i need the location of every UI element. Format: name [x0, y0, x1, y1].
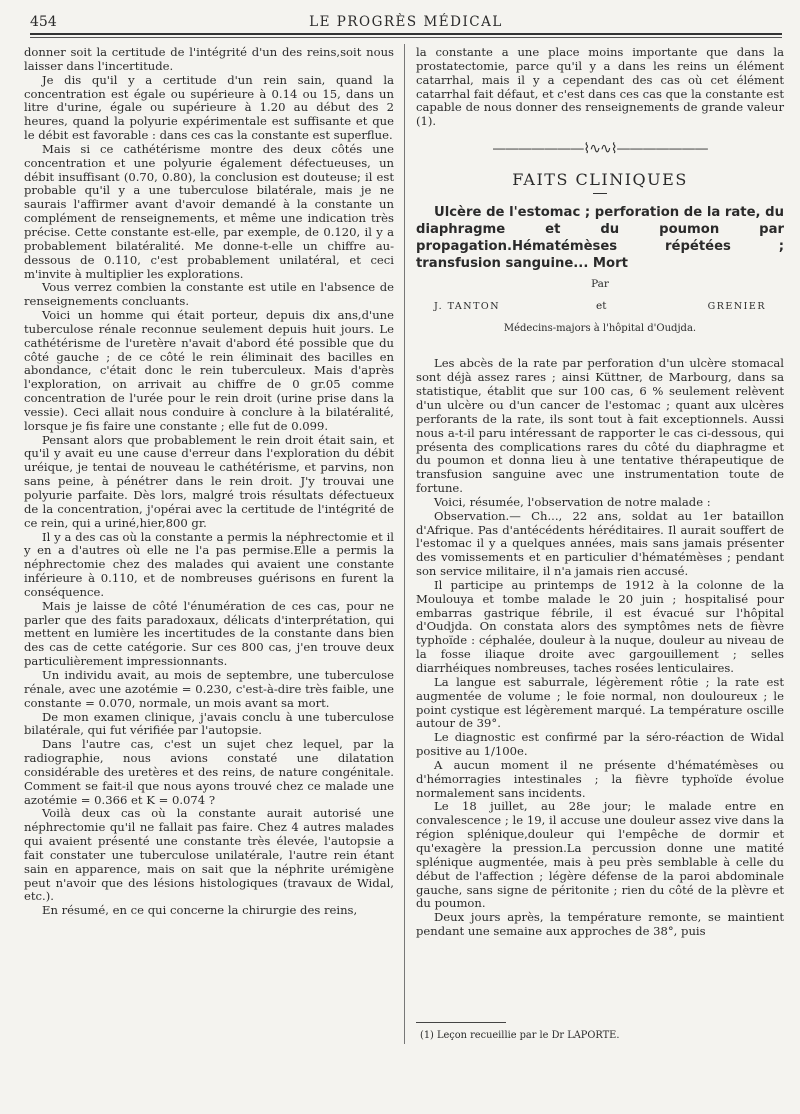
paragraph: Deux jours après, la température remonte, se maintient pendant une semaine aux approches de 38°, puis	[416, 910, 784, 939]
page-header	[30, 14, 782, 34]
heading-dash	[593, 193, 607, 194]
page-number: 454	[30, 14, 57, 30]
authors	[416, 300, 784, 314]
paragraph: donner soit la certitude de l'intégrité d'un des reins,soit nous laisser dans l'incertitude.	[24, 45, 394, 73]
right-column	[416, 46, 784, 939]
paragraph: Je dis qu'il y a certitude d'un rein sain, quand la concentration est égale ou supérieure à 0.14 ou 15, dans un litre d'urine, égale ou supérieure à 1.20 au début des 2 heures, quand la polyurie expérimentale est suffisante et que le débit est favorable : dans ces cas la constante est superflue.	[24, 72, 394, 143]
running-title: LE PROGRÈS MÉDICAL	[309, 14, 503, 30]
paragraph: Mais je laisse de côté l'énumération de ces cas, pour ne parler que des faits paradoxaux, délicats d'interprétation, qui mettent en lumière les incertitudes de la constante dans bien des cas de cette catégorie. Sur ces 800 cas, j'en trouve deux particulièrement impressionnants.	[24, 598, 394, 669]
paragraph: De mon examen clinique, j'avais conclu à une tuberculose bilatérale, qui fut vérifiée par l'autopsie.	[24, 709, 394, 738]
paragraph: Les abcès de la rate par perforation d'un ulcère stomacal sont déjà assez rares ; ainsi Küttner, de Marbourg, dans sa statistique, établit que sur 100 cas, 6 % seulement relèvent d'un ulcère ou d'un cancer de l'estomac ; quant aux ulcères perforants de la rate, ils sont tout à fait exceptionnels. Aussi nous a-t-il paru intéressant de rapporter le cas ci-dessous, qui présenta des complications rares du côté du diaphragme et du poumon et donna lieu à une tentative thérapeutique de transfusion sanguine avec une instrumentation toute de fortune.	[416, 356, 784, 496]
paragraph: Le 18 juillet, au 28e jour; le malade entre en convalescence ; le 19, il accuse une douleur assez vive dans la région splénique,douleur qui l'empêche de dormir et qu'exagère la pression.La percussion donne une matité splénique augmentée, mais à peu près semblable à celle du début de l'affection ; légère défense de la paroi abdominale gauche, sans signe de péritonite ; rien du côté de la plèvre et du poumon.	[416, 799, 784, 911]
footnote-rule	[416, 1022, 506, 1023]
article-title: Ulcère de l'estomac ; perforation de la rate, du diaphragme et du poumon par propagation.Hématémèses répétées ; transfusion sanguine... Mort	[416, 204, 784, 271]
author-conjunction: et	[596, 299, 607, 312]
paragraph: Dans l'autre cas, c'est un sujet chez lequel, par la radiographie, nous avions constaté une dilatation considérable des uretères et des reins, de nature congénitale. Comment se fait-il que nous ayons trouvé chez ce malade une azotémie = 0.366 et K = 0.074 ?	[24, 737, 394, 807]
paragraph: la constante a une place moins importante que dans la prostatectomie, parce qu'il y a dans les reins un élément catarrhal, mais il y a cependant des cas où cet élément catarrhal fait défaut, et c'est dans ces cas que la constante est capable de nous donner des renseignements de grande valeur (1).	[416, 45, 784, 129]
paragraph: La langue est saburrale, légèrement rôtie ; la rate est augmentée de volume ; le foie normal, non douloureux ; le point cystique est légèrement marqué. La température oscille autour de 39°.	[416, 674, 784, 731]
paragraph: Voici un homme qui était porteur, depuis dix ans,d'une tuberculose rénale reconnue seulement depuis huit jours. Le cathétérisme de l'uretère n'avait d'abord été possible que du côté gauche ; de ce côté le rein éliminait des bacilles en abondance, c'était donc le rein tuberculeux. Mais d'après l'exploration, on arrivait au chiffre de 0 gr.05 comme concentration de l'urée pour le rein droit (urine prise dans la vessie). Ceci allait nous conduire à conclure à la bilatéralité, lorsque je fis faire une constante ; elle fut de 0.099.	[24, 308, 394, 433]
paragraph: En résumé, en ce qui concerne la chirurgie des reins,	[42, 903, 358, 918]
footnote: (1) Leçon recueillie par le Dr LAPORTE.	[420, 1030, 620, 1041]
paragraph: Pensant alors que probablement le rein droit était sain, et qu'il y avait eu une cause d'erreur dans l'exploration du débit uréique, je tentai de nouveau le cathétérisme, et parvins, non sans peine, à pénétrer dans le rein droit. J'y trouvai une polyurie parfaite. Dès lors, malgré trois résultats défectueux de la concentration, j'opérai avec la certitude de l'intégrité de ce rein, qui a uriné,hier,800 gr.	[24, 432, 394, 530]
paragraph: Mais si ce cathétérisme montre des deux côtés une concentration et une polyurie également défectueuses, un débit insuffisant (0.70, 0.80), la conclusion est douteuse; il est probable qu'il y a une tuberculose bilatérale, mais je ne saurais l'affirmer avant d'avoir demandé à la constante un complément de renseignements, et même une indication très précise. Cette constante est-elle, par exemple, de 0.120, il y a probablement bilatéralité. Me donne-t-elle un chiffre au-dessous de 0.110, c'est probablement unilatéral, et ceci m'invite à multiplier les explorations.	[24, 141, 394, 281]
paragraph: Voilà deux cas où la constante aurait autorisé une néphrectomie qu'il ne fallait pas faire. Chez 4 autres malades qui avaient présenté une constante très élevée, l'autopsie a fait constater une tuberculose unilatérale, l'autre rein étant sain en apparence, mais on sait que la néphrite urémigène peut n'avoir que des lésions histologiques (travaux de Widal, etc.).	[24, 806, 394, 904]
paragraph: Vous verrez combien la constante est utile en l'absence de renseignements concluants.	[24, 280, 394, 309]
ornament-divider: ———————⌇∿∿⌇———————	[492, 141, 708, 158]
author-name: J. TANTON	[434, 300, 501, 312]
paragraph: Il participe au printemps de 1912 à la colonne de la Moulouya et tombe malade le 20 juin ; hospitalisé pour embarras gastrique fébrile, il est évacué sur l'hôpital d'Oudjda. On constata alors des symptômes nets de fièvre typhoïde : céphalée, douleur à la nuque, douleur au niveau de la fosse iliaque droite avec gargouillement ; selles diarrhéiques nombreuses, taches rosées lenticulaires.	[416, 577, 784, 675]
section-heading: FAITS CLINIQUES	[512, 169, 688, 189]
paragraph: A aucun moment il ne présente d'hématémèses ou d'hémorragies intestinales ; la fièvre typhoïde évolue normalement sans incidents.	[416, 757, 784, 800]
left-column	[24, 46, 394, 918]
author-name: GRENIER	[707, 300, 766, 312]
column-divider	[404, 44, 405, 1044]
paragraph: Observation.— Ch..., 22 ans, soldat au 1er bataillon d'Afrique. Pas d'antécédents héréditaires. Il aurait souffert de l'estomac il y a quelques années, mais sans jamais présenter des vomissements et en particulier d'hématémèses ; pendant son service militaire, il n'a jamais rien accusé.	[416, 508, 784, 579]
header-rule-thick	[30, 33, 782, 35]
byline-par: Par	[591, 277, 609, 290]
header-rule-thin	[30, 37, 782, 38]
paragraph: Il y a des cas où la constante a permis la néphrectomie et il y en a d'autres où elle ne l'a pas permise.Elle a permis la néphrectomie chez des malades qui avaient une constante inférieure à 0.110, et de nombreuses guérisons en furent la conséquence.	[24, 529, 394, 599]
paragraph: Voici, résumée, l'observation de notre malade :	[434, 494, 711, 509]
paragraph: Le diagnostic est confirmé par la séro-réaction de Widal positive au 1/100e.	[416, 730, 784, 759]
affiliation: Médecins-majors à l'hôpital d'Oudjda.	[503, 322, 697, 334]
paragraph: Un individu avait, au mois de septembre, une tuberculose rénale, avec une azotémie = 0.230, c'est-à-dire très faible, une constante = 0.070, normale, un mois avant sa mort.	[24, 667, 394, 710]
